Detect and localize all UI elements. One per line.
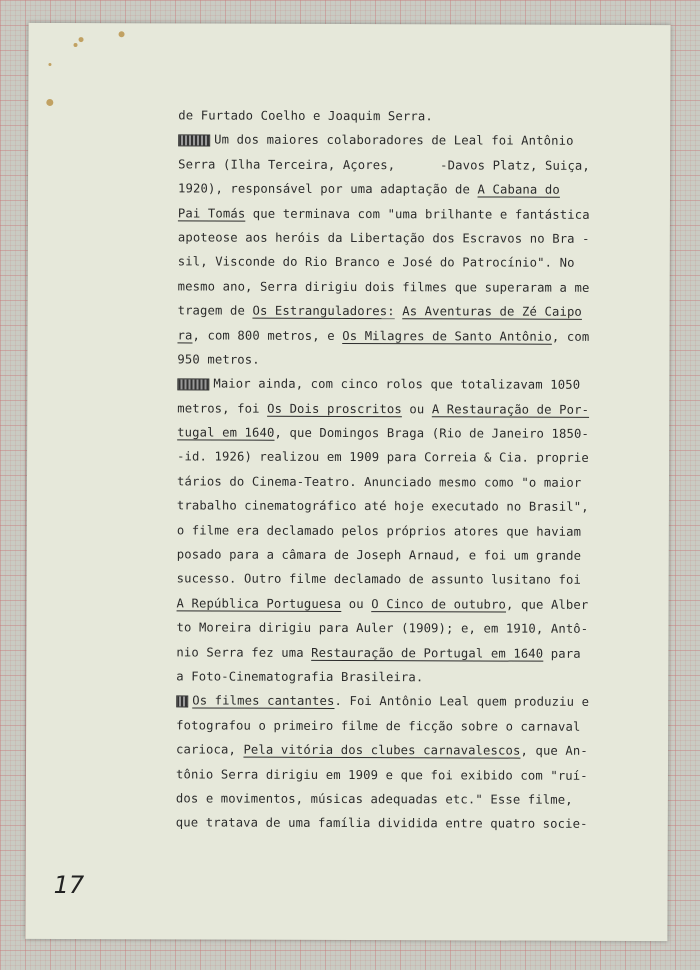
text-line: [178, 250, 648, 276]
text-line: [176, 762, 646, 788]
text-line: [177, 591, 647, 617]
text-line: [177, 542, 647, 568]
body-text: [176, 103, 649, 836]
text-run: que tratava de uma família dividida entre quatro socie-: [175, 815, 588, 832]
text-run: tragem de: [177, 303, 253, 318]
text-line: [178, 152, 648, 178]
text-line: [178, 128, 648, 154]
stain: [119, 31, 125, 37]
text-line: [178, 299, 648, 325]
text-run: apoteose aos heróis da Libertação dos Escravos no Bra -: [177, 230, 590, 246]
text-line: [177, 420, 647, 446]
typewritten-page: [25, 23, 670, 941]
text-run: a Foto-Cinematografia Brasileira.: [176, 669, 424, 685]
text-line: [177, 323, 647, 349]
text-line: [176, 811, 646, 837]
text-line: [176, 664, 646, 690]
text-line: [177, 567, 647, 593]
text-run: ou: [401, 401, 432, 416]
text-run: tônio Serra dirigiu em 1909 e que foi exibido com "ruí-: [175, 766, 588, 783]
text-run: to Moreira dirigiu para Auler (1909); e, em 1910, Antô-: [176, 620, 589, 637]
text-line: [177, 396, 647, 422]
film-title: Restauração de Portugal em 1640: [311, 645, 544, 661]
text-run: posado para a câmara de Joseph Arnaud, e foi um grande: [176, 547, 582, 563]
text-run: Serra (Ilha Terceira, Açores, -Davos Platz, Suiça,: [178, 157, 590, 173]
text-line: [177, 494, 647, 520]
text-run: ou: [341, 596, 372, 611]
text-line: [177, 518, 647, 544]
text-line: [176, 738, 646, 764]
film-title: O Cinco de outubro: [371, 596, 507, 612]
text-line: [178, 225, 648, 251]
film-title: Os Milagres de Santo Antônio: [342, 328, 552, 344]
text-line: [178, 103, 648, 129]
text-run: Maior ainda, com cinco rolos que totalizavam 1050: [213, 376, 581, 393]
text-run: , que Alber: [506, 597, 589, 612]
text-line: [177, 445, 647, 471]
text-line: [176, 640, 646, 666]
text-line: [178, 201, 648, 227]
text-line: [177, 469, 647, 495]
film-title: Pai Tomás: [177, 205, 246, 221]
text-run: -id. 1926) realizou em 1909 para Correia & Cia. proprie: [177, 449, 589, 466]
paragraph-mark: [176, 695, 188, 707]
text-run: . Foi Antônio Leal quem produziu e: [334, 694, 590, 710]
paragraph-mark: [178, 134, 210, 146]
text-run: sucesso. Outro filme declamado de assunto lusitano foi: [176, 571, 582, 588]
stain: [46, 99, 53, 106]
film-title: Os Dois proscritos: [267, 401, 402, 416]
film-title: A República Portuguesa: [176, 596, 342, 611]
stain: [48, 63, 51, 66]
film-title: A Cabana do: [477, 182, 560, 197]
film-title: ra: [177, 327, 193, 342]
text-run: sil, Visconde do Rio Branco e José do Patrocínio". No: [177, 254, 575, 271]
text-run: nio Serra fez uma: [176, 644, 312, 660]
text-run: o filme era declamado pelos próprios atores que haviam: [176, 523, 582, 539]
stain: [79, 37, 84, 42]
text-run: tários do Cinema-Teatro. Anunciado mesmo como "o maior: [176, 474, 582, 490]
film-title: Pela vitória dos clubes carnavalescos: [243, 742, 521, 758]
paragraph-mark: [177, 378, 209, 390]
text-run: , com: [551, 329, 590, 344]
text-run: de Furtado Coelho e Joaquim Serra.: [178, 108, 433, 124]
film-title: tugal em 1640: [177, 425, 275, 440]
text-line: [178, 274, 648, 300]
stain: [74, 43, 78, 47]
film-title: Os Estranguladores:: [252, 303, 395, 319]
text-run: fotografou o primeiro filme de ficção sobre o carnaval: [176, 718, 581, 734]
text-run: para: [543, 646, 581, 661]
film-title: As Aventuras de Zé Caipo: [402, 304, 582, 319]
text-line: [176, 689, 646, 715]
text-run: 950 metros.: [177, 352, 260, 367]
text-line: [176, 786, 646, 812]
text-run: , que Domingos Braga (Rio de Janeiro 1850-: [274, 425, 590, 441]
text-run: [395, 304, 403, 318]
page-number: 17: [53, 870, 85, 900]
text-run: metros, foi: [177, 401, 268, 416]
text-run: carioca,: [176, 742, 244, 757]
text-run: Um dos maiores colaboradores de Leal foi Antônio: [214, 132, 574, 149]
text-line: [176, 616, 646, 642]
text-run: que terminava com "uma brilhante e fantástica: [245, 206, 590, 222]
film-title: A Restauração de Por-: [431, 401, 590, 417]
text-run: mesmo ano, Serra dirigiu dois filmes que superaram a me: [177, 279, 590, 295]
text-run: , que An-: [520, 743, 588, 758]
text-line: [178, 177, 648, 203]
text-line: [177, 347, 647, 373]
text-line: [176, 713, 646, 739]
text-run: 1920), responsável por uma adaptação de: [177, 181, 478, 197]
text-run: , com 800 metros, e: [192, 327, 343, 343]
section-heading: Os filmes cantantes: [192, 693, 335, 709]
text-run: trabalho cinematográfico até hoje executado no Brasil",: [176, 498, 589, 515]
text-run: dos e movimentos, músicas adequadas etc." Esse filme,: [175, 791, 573, 807]
text-line: [177, 372, 647, 398]
